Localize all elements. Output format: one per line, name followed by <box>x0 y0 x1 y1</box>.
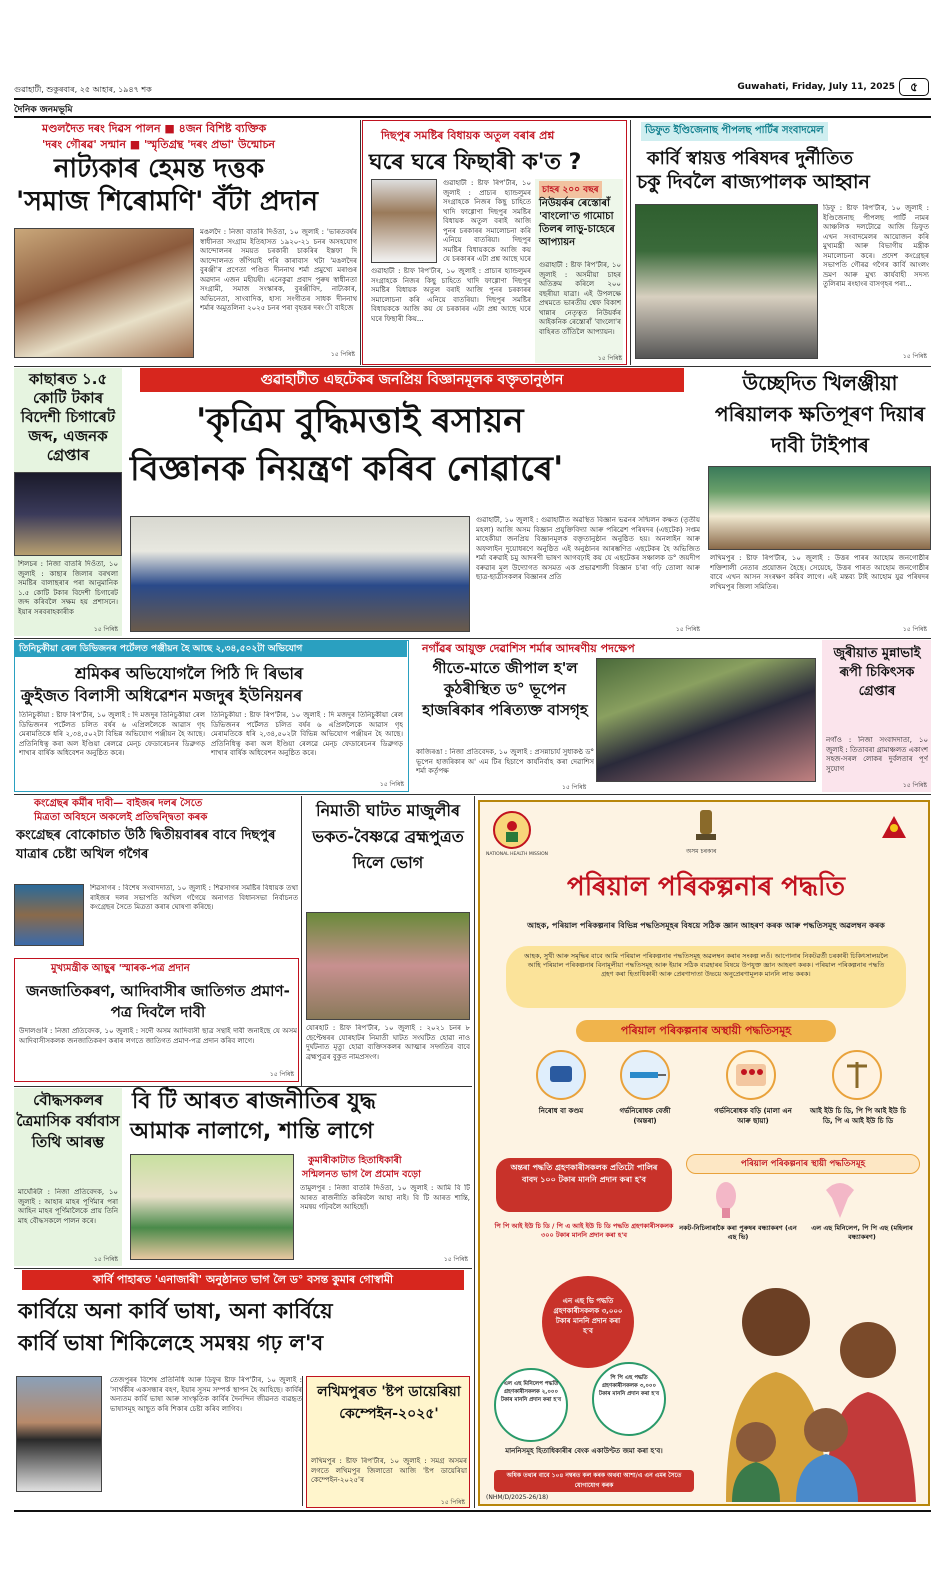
story-fake-doctor <box>822 640 931 792</box>
bank-note: মাননিসমূহ হিতাধিকাৰীৰ বেংক একাউণ্টত জমা কৰা হ'ব। <box>505 1447 663 1455</box>
headline: ক্ৰুইজত বিলাসী অধিৱেশন মজদুৰ ইউনিয়নৰ <box>21 686 303 705</box>
method-pill <box>708 1050 798 1150</box>
continued: ১৫ পিৰিষ্ট <box>379 781 404 788</box>
kicker: কংগ্ৰেছৰ কৰ্মীৰ দাবী— বাইজৰ দলৰ সৈতে <box>34 798 203 809</box>
continued: ১৫ পিৰিষ্ট <box>269 1071 294 1078</box>
headline: উচ্ছেদিত খিলঞ্জীয়া পৰিয়ালক ক্ষতিপূৰণ দিয়াৰ দাবী টাইপাৰ <box>715 371 925 457</box>
sub-kicker: চাহৰ ২০০ বছৰ <box>539 181 602 198</box>
perm-label: নকট-নিচিলাৰাকৈ কৰা পুৰুষৰ বন্ধ্যাকৰণ (এন এছ ভি) <box>679 1224 797 1241</box>
method-label: আই ইউ চি ডি, পি পি আই ইউ চি ডি, পি এ আই ইউ চি ডি <box>809 1107 907 1125</box>
incentive-circle-pps-text: পি পি এছ পদ্ধতি গ্ৰহণকাৰীসকলক ৩,০০০ টকাৰ মাননি প্ৰদান কৰা হ'ব <box>598 1375 660 1397</box>
story-tribal-status <box>14 958 299 1082</box>
story-body: নগাঁও : নিজা সংবাদদাতা, ১০ জুলাই : তিতাবৰা গ্ৰামাঞ্চলত একাংশ সহজ-সৰল লোকৰ দুৰ্বলতাৰ পূৰ্ণ সুযোগ <box>826 736 928 773</box>
continued: ১৫ পিৰিষ্ট <box>93 626 118 633</box>
story-evicted-families <box>708 368 931 636</box>
headline: জনজাতিকৰণ, আদিবাসীৰ জাতিগত প্ৰমাণ-পত্ৰ দিবলৈ দাবী <box>26 982 290 1021</box>
headline: চকু দিবলৈ ৰাজ্যপালক আহ্বান <box>637 171 870 193</box>
iucd-icon <box>832 1050 882 1100</box>
story-body-cont: গুৱাহাটী : ষ্টাফ ৰিপ'ৰ্টাৰ, ১০ জুলাই : প্ৰাচ্যৰ হ্যান্ডলুমৰ সংগ্ৰাহকে নিজৰ কিছু চাহিতে খাদি ফাগ্গোণা দিছপুৰ সমষ্টিৰ বিধায়ক অতুল বৰাই আজি পুনৰ চৰকাৰৰ সমালোচনা কৰি এনিয়ে বাতৰিয়া। দিছপুৰ সমষ্টিৰ বিধায়ককে আজি কয় যে চৰকাৰৰ এটা প্ৰশ্ন আছে ঘৰে ঘৰে ফিছাৰী কিয়... <box>371 267 531 323</box>
story-karbi-council <box>633 120 931 365</box>
story-labour-union <box>14 640 409 792</box>
headline: কাৰ্বি স্বায়ত্ত পৰিষদৰ দুৰ্নীতিত <box>647 148 853 169</box>
photo-pramod-boro <box>130 1154 294 1260</box>
story-stop-diarrhoea <box>306 1376 470 1508</box>
paper-name: দৈনিক জনমভূমি <box>14 105 73 115</box>
photo-goswami <box>16 1376 102 1492</box>
continued: ১৫ পিৰিষ্ট <box>330 351 355 358</box>
ad-title: পৰিয়াল পৰিকল্পনাৰ পদ্ধতি <box>567 872 845 902</box>
assam-govt-text: অসম চৰকাৰ <box>686 848 717 855</box>
story-body: লখিমপুৰ : ষ্টাফ ৰিপ'ৰ্টাৰ, ১০ জুলাই : সমগ্ৰ অসমৰ লগতে লখিমপুৰ জিলাতো আজি 'ষ্টপ ডায়েৰিয়া কেম্পেইন-২০২৫'ৰ <box>311 1457 467 1484</box>
story-body: গুৱাহাটী, ১০ জুলাই : গুৱাহাটীত অৱস্থিত বিজ্ঞান ভৱনৰ সন্মিলন কক্ষত (তৃতীয় মহলা) আজি অসম বিজ্ঞান প্ৰযুক্তিবিদ্যা আৰু পৰিৱেশ পৰিষদৰ (এছটেক) সপ্তম মাহেকীয়া জনপ্ৰিয় বিজ্ঞানমূলক বক্তৃতানুষ্ঠান অনুষ্ঠিত হয়। অনলাইন আৰু অফলাইন দুয়োধৰণে অনুষ্ঠিত এই অনুষ্ঠানৰ আৰম্ভণিত এছটেকৰ হৈ অভিজিত শৰ্মা বৰুৱাই চমু আদৰণী ভাষণ আগবঢ়াই কয় যে এছটেকৰ সঞ্চালক ড° জয়দীপ বৰুৱাৰ মূল উদ্যোগত অসমত এক প্ৰভাৱশালী বিজ্ঞান চ'ৰা গঢ়ি তোলা আৰু ছাত্ৰ-ছাত্ৰীসকলৰ বিজ্ঞানৰ প্ৰতি <box>476 516 700 581</box>
ad-code: (NHM/D/2025-26/18) <box>486 1494 549 1501</box>
male-sterilization-icon <box>706 1178 746 1222</box>
story-body: তামুলপুৰ : নিজা বাতৰি দিওঁতা, ১০ জুলাই : আমি বি টি আৰত ৰাজনীতি কৰিবলৈ আহা নাই। বি টি আৰত শান্তি, সমন্বয় গঢ়িবলৈ আহিছোঁ। <box>300 1184 470 1211</box>
story-body: কাজিৰঙা : নিজা প্ৰতিবেদক, ১০ জুলাই : প্ৰসন্নাচাৰ্য সুধাকণ্ঠ ড° ভূপেন হাজৰিকাৰ অ' এম টিৰ হিচাপে কাৰ্যনিৰ্বাহ কৰা দেৱাশিস শৰ্মা কৰ্তৃপক্ষ <box>416 748 594 775</box>
nhm-logo-text: NATIONAL HEALTH MISSION <box>486 852 549 857</box>
banner: কাৰ্বি পাহাৰত 'এনাজাৰী' অনুষ্ঠানত ভাগ লৈ ড° বসন্ত কুমাৰ গোস্বামী <box>22 1270 464 1290</box>
story-body: ডিফু : ষ্টাফ ৰিপ'ৰ্টাৰ, ১০ জুলাই : ইণ্ডিজেনাছ পীপলছ পাৰ্টি নামৰ আঞ্চলিক দলটোৱে আজি ডিফুত এখন সংবাদমেলৰ আয়োজন কৰি মুখ্যমন্ত্ৰী আৰু বিভাগীয় মন্ত্ৰীক সমালোচনা কৰে। প্ৰদেশ কংগ্ৰেছৰ সভাপতি গৌৰৱ গগৈৰ কাৰ্বি আংলং ভ্ৰমণ আৰু মুখ্য কাৰ্যবাহী সদস্য তুলিৰাম ৰংহাংৰ বাসগৃহৰ পৰা... <box>823 204 929 288</box>
condom-icon <box>536 1050 586 1100</box>
header-bar <box>14 78 931 118</box>
story-body-cont: তিনিচুকীয়া : ষ্টাফ ৰিপ'ৰ্টাৰ, ১০ জুলাই : দি মজদুৰ তিনিচুকীয়া ৰেল ডিভিজনৰ পৰ্টেলত চলিত বৰ্ষৰ ৬ এপ্ৰিললৈকে আৱাস গৃহ মেৰামতিকে ধৰি ২,৩৪,৫০২টা বিভিন্ন অভিযোগ পঞ্জীয়ন হৈ আছে। প্ৰতিনিধিত্ব কৰা অল ইণ্ডিয়া ৰেলৱে মেন্‌চ ফেডাৰেচনৰ ডিব্ৰুগড় শাখাৰ বাৰ্ষিক অধিবেশন অনুষ্ঠিত কৰে। <box>211 711 403 757</box>
family-planning-ad <box>478 800 930 1506</box>
incentive-circle-nsv-text: এন এছ ভি পদ্ধতি গ্ৰহণকাৰীসকলক ৩,০০০ টকাৰ মাননি প্ৰদান কৰা হ'ব <box>553 1297 623 1335</box>
sub-story-body: গুৱাহাটী : ষ্টাফ ৰিপ'ৰ্টাৰ, ১০ জুলাই : অসমীয়া চাহৰ অতিক্ৰম কৰিলে ২০০ বছৰীয়া যাত্ৰা। এই উপলক্ষে প্ৰথমতে ভাৰতীয় শ্বেফ বিকাশ খান্নাৰ নেতৃত্বত নিউয়ৰ্কৰ আইকনিক ৰেস্তোৰাঁ 'বাংলো'ৰ বাহিৰত তাঁতিলৈ আপ্যায়ন। <box>539 261 621 336</box>
banner: গুৱাহাটীত এছটেকৰ জনপ্ৰিয় বিজ্ঞানমূলক বক্তৃতানুষ্ঠান <box>140 368 684 392</box>
family-logo <box>880 812 908 840</box>
photo-meeting <box>708 466 931 550</box>
kicker: তিনিচুকীয়া ৰেল ডিভিজনৰ পৰ্টেলত পঞ্জীয়ন হৈ আছে ২,৩৪,৫০২টা অভিযোগ <box>15 641 407 657</box>
headline: কাৰ্বিয়ে অনা কাৰ্বি ভাষা, অনা কাৰ্বিয়ে <box>18 1299 333 1323</box>
sub-headline: নিউয়ৰ্কৰ ৰেস্তোৰাঁ 'বাংলো'ত গামোচা তিলৰ লাড়ু-চাহেৰে আপ্যায়ন <box>539 198 615 248</box>
story-body: শিৱসাগৰ : বিশেষ সংবাদদাতা, ১০ জুলাই : শিৱসাগৰ সমষ্টিৰ বিধায়ক তথা ৰাইজৰ দলৰ সভাপতি অখিল গগৈয়ে অনাগত বিধানসভা নিৰ্বাচনত কংগ্ৰেছৰ সৈতে মিত্ৰতা কৰাৰ ঘোষণা কৰিছে। <box>90 884 298 911</box>
method-condom <box>524 1050 604 1150</box>
photo-lecture <box>130 516 470 632</box>
kicker: মিত্ৰতা অবিহনে অকলেই প্ৰতিদ্বন্দ্বিতা কৰক <box>34 812 208 823</box>
continued: ১৫ পিৰিষ্ট <box>675 626 700 633</box>
headline: নাট্যকাৰ হেমন্ত দত্তক <box>54 154 265 184</box>
method-label: গৰ্ভনিৰোধক বড়ি (মালা এন আৰু ছায়া) <box>714 1107 792 1125</box>
incentive-text: অন্তৰা পদ্ধতি গ্ৰহণকাৰীসকলক প্ৰতিটো পালিৰ বাবদ ১০০ টকাৰ মাননি প্ৰদান কৰা হ'ব <box>510 1163 658 1184</box>
incentive-circle-lsm-text: এল এছ মিনিলেপ পদ্ধতি গ্ৰহণকাৰীসকলক ২,০০০ টকাৰ মাননি প্ৰদান কৰা হ'ব <box>500 1381 562 1403</box>
story-natyakar <box>14 120 359 365</box>
headline: গীতে-মাতে জীপাল হ'ল কুঠৰীস্থিত ড° ভূপেন হাজৰিকাৰ পৰিত্যক্ত বাসগৃহ <box>422 659 588 719</box>
photo-mla <box>371 179 437 263</box>
pill-icon <box>726 1050 776 1100</box>
continued: ১৫ পিৰিষ্ট <box>902 353 927 360</box>
continued: ১৫ পিৰিষ্ট <box>562 784 587 791</box>
headline: জুৰীয়াত মুন্নাভাই ৰূপী চিকিৎসক গ্ৰেপ্তাৰ <box>833 646 921 699</box>
story-body: উদালগুৰি : নিজা প্ৰতিবেদক, ১০ জুলাই : সদৌ অসম আদিবাসী ছাত্ৰ সন্থাই দাবী জনাইছে যে অসম আদিবাসীসকলক জনজাতিকৰণ কৰাৰ লগতে জাতিগত প্ৰমাণ-পত্ৰ প্ৰদান কৰিব লাগে। <box>19 1027 297 1045</box>
page-number: ৫ <box>899 78 929 96</box>
headline: বৌদ্ধসকলৰ ত্ৰৈমাসিক বৰ্ষাবাস তিথি আৰম্ভ <box>16 1091 120 1151</box>
story-body: যোৰহাট : ষ্টাফ ৰিপ'ৰ্টাৰ, ১০ জুলাই : ২০২১ চনৰ ৮ ছেপ্টেম্বৰৰ যোৰহাটৰ নিমাতী ঘাটত সংঘটিত হোৱা নাও দুৰ্ঘটনাত মৃত্যু হোৱা ব্যক্তিসকলৰ আত্মাৰ সদ্গতিৰ বাবে ব্ৰহ্মপুত্ৰৰ বুকুত নামপ্ৰসংগ। <box>306 1024 470 1061</box>
story-body: মঙলদৈ : নিজা বাতৰি দিওঁতা, ১০ জুলাই : 'ভাৰতবৰ্ষৰ স্বাধীনতা সংগ্ৰাম ইতিহাসত ১৯২০-২১ চনৰ অসহযোগ আন্দোলনৰ সময়ত চৰকাৰী চাকৰিৰ ইস্তফা দি আন্দোলনত জঁপিয়াই পৰি কাৰাবাস খটা 'মঙলদৈৰ বুৰঞ্জী'ৰ প্ৰণেতা পণ্ডিত দীননাথ শৰ্মা প্ৰমুখ্যে মৰাণ্ডৰ অৱদান এজন মহীয়ষী। এনেকুৱা প্ৰবাদ পুৰুষ স্বাধীনতা সংগ্ৰামী, সমাজ সংস্কাৰক, বুৰঞ্জীবিদ, নাট্যকাৰ, অভিনেতা, সাংবাদিক, হাস্য সংগীতৰ সাধক দীননাথ শৰ্মাৰ অমুতলিনা ২০২৫ চনৰ পৰা বৃহত্তৰ দৰংী বাইজে <box>200 228 357 312</box>
story-akhil-gogoi <box>14 796 299 956</box>
temp-heading: পৰিয়াল পৰিকল্পনাৰ অস্থায়ী পদ্ধতিসমূহ <box>576 1020 836 1042</box>
story-dispur <box>362 120 627 365</box>
method-label: নিৰোধ বা কণ্ডম <box>538 1107 584 1115</box>
kicker: 'দৰং গৌৰৱ' সন্মান ■ 'স্মৃতিগ্ৰন্থ 'দৰং প্ৰভা' উন্মোচন <box>42 138 275 151</box>
headline: বি টি আৰত ৰাজনীতিৰ যুদ্ধ <box>132 1089 376 1114</box>
headline: শ্ৰমিকৰ অভিযোগলৈ পিঠি দি ৰিভাৰ <box>75 664 304 683</box>
family-illustration <box>676 1262 926 1502</box>
headline: কংগ্ৰেছৰ বোকোচাত উঠি দ্বিতীয়বাৰৰ বাবে দিছপুৰ যাত্ৰাৰ চেষ্টা অখিল গগৈৰ <box>16 828 276 862</box>
injection-icon <box>620 1050 670 1100</box>
kicker: ডিফুত ইণ্ডিজেনাছ পীপলছ পাৰ্টিৰ সংবাদমেল <box>641 122 828 141</box>
photo-akhil <box>14 884 84 946</box>
headline: কাছাৰত ১.৫ কোটি টকাৰ বিদেশী চিগাৰেট জব্দ, এজনক গ্ৰেপ্তাৰ <box>20 370 116 464</box>
ad-subtitle: আহক, পৰিয়াল পৰিকল্পনাৰ বিভিন্ন পদ্ধতিসমূহৰ বিষয়ে সঠিক জ্ঞান আহৰণ কৰক আৰু পদ্ধতিসমূহ অৱলম্বন কৰক <box>527 921 885 930</box>
story-body: তিনিচুকীয়া : ষ্টাফ ৰিপ'ৰ্টাৰ, ১০ জুলাই : দি মজদুৰ তিনিচুকীয়া ৰেল ডিভিজনৰ পৰ্টেলত চলিত বৰ্ষৰ ৬ এপ্ৰিললৈকে আৱাস গৃহ মেৰামতিকে ধৰি ২,৩৪,৫০২টা বিভিন্ন অভিযোগ পঞ্জীয়ন হৈ আছে। প্ৰতিনিধিত্ব কৰা অল ইণ্ডিয়া ৰেলৱে মেন্‌চ ফেডাৰেচনৰ ডিব্ৰুগড় শাখাৰ বাৰ্ষিক অধিবেশন অনুষ্ঠিত কৰে। <box>19 711 205 757</box>
kicker: নগাঁৱৰ আয়ুক্ত দেৱাশিস শৰ্মাৰ আদৰণীয় পদক্ষেপ <box>422 642 635 655</box>
headline: 'কৃত্ৰিম বুদ্ধিমত্তাই ৰসায়ন <box>196 401 524 441</box>
headline: বিজ্ঞানক নিয়ন্ত্ৰণ কৰিব নোৱাৰে' <box>130 449 564 489</box>
female-sterilization-icon <box>820 1178 860 1222</box>
photo-felicitation <box>14 228 194 358</box>
perm-label: এল এছ মিনিলেপ, পি পি এছ (মহিলাৰ বন্ধ্যাকৰণ) <box>811 1224 913 1241</box>
incentive-small: পি পি আই ইউ চি ডি / পি এ আই ইউ চি ডি পদ্ধতি গ্ৰহণকাৰীসকলক ৩০০ টকাৰ মাননি প্ৰদান কৰা হ'ব <box>494 1222 674 1239</box>
headline: 'সমাজ শিৰোমণি' বঁটা প্ৰদান <box>16 186 319 217</box>
story-ai-chemistry <box>126 368 704 636</box>
method-injection <box>608 1050 688 1150</box>
method-label: গৰ্ভনিৰোধক বেজী (অন্তৰা) <box>619 1107 671 1125</box>
continued: ১৫ পিৰিষ্ট <box>902 626 927 633</box>
story-nimati-ghat <box>304 796 472 1086</box>
header-right-date: Guwahati, Friday, July 11, 2025 <box>737 82 895 92</box>
headline: আমাক নালাগে, শান্তি লাগে <box>130 1119 374 1144</box>
kicker: দিছপুৰ সমষ্টিৰ বিধায়ক অতুল বৰাৰ প্ৰশ্ন <box>381 129 555 142</box>
story-body: মাৰ্ঘেৰিটা : নিজা প্ৰতিবেদক, ১০ জুলাই : আহাৰ মাহৰ পূৰ্ণিমাৰ পৰা আহিন মাহৰ পূৰ্ণিমালৈকে প্ৰায় তিনি মাহ বৌদ্ধসকলে পালন কৰে। <box>18 1188 118 1225</box>
continued: ১৫ পিৰিষ্ট <box>93 1256 118 1263</box>
ad-yellow-text: আহক, সুখী আৰু সমৃদ্ধিৰ বাবে আমি পৰিয়াল পৰিকল্পনাৰ পদ্ধতিসমূহ অৱলম্বন কৰাৰ সংকল্প লওঁ। আপোনাৰ নিকটৱৰ্তী চৰকাৰী চিকিৎসালয়লৈ আহি পৰিয়াল পৰিকল্পনাৰ বিনামূলীয়া পদ্ধতিসমূহ আৰু ইয়াৰ সঠিক ব্যৱহাৰৰ বিষয়ে উপযুক্ত জ্ঞান আহৰণ কৰক। পৰিয়াল পৰিকল্পনাৰ পদ্ধতি গ্ৰহণ কৰা হিতাধিকাৰী আৰু প্ৰেৰণাদাতা উভয়ে অনুপ্ৰেৰণামূলক মাননি লাভ কৰক। <box>524 952 888 978</box>
photo-musicians <box>596 658 816 782</box>
photo-press-meet <box>635 204 818 359</box>
sub-kicker: কুমাৰীকাটাত হিতাধিকাৰী <box>308 1155 402 1166</box>
continued: ১৫ পিৰিষ্ট <box>902 782 927 789</box>
continued: ১৫ পিৰিষ্ট <box>440 1499 465 1506</box>
story-bhupen-house <box>412 640 818 792</box>
headline: লখিমপুৰত 'ষ্টপ ডায়েৰিয়া কেম্পেইন-২০২৫' <box>317 1384 461 1422</box>
perm-heading: পৰিয়াল পৰিকল্পনাৰ স্থায়ী পদ্ধতিসমূহ <box>686 1154 920 1174</box>
continued: ১৫ পিৰিষ্ট <box>443 1256 468 1263</box>
headline: নিমাতী ঘাটত মাজুলীৰ ভকত-বৈষ্ণৱে ব্ৰহ্মপুত্ৰত দিলে ভোগ <box>312 801 464 872</box>
headline: ঘৰে ঘৰে ফিছাৰী ক'ত ? <box>369 150 582 175</box>
story-btr-peace <box>126 1088 472 1266</box>
assam-emblem <box>692 808 720 844</box>
footer-red-text: অধিক তথ্যৰ বাবে ১০৪ নম্বৰত কল কৰক অথবা আশা/এ এন এমৰ সৈতে যোগাযোগ কৰক <box>506 1472 682 1489</box>
header-left-date: গুৱাহাটী, শুকুৰবাৰ, ২৫ আহাৰ, ১৯৪৭ শক <box>14 85 152 94</box>
story-body: তেজপুৰৰ বিশেষ প্ৰতিনিধি আৰু ডিফুৰ ষ্টাফ ৰিপ'ৰ্টাৰ, ১০ জুলাই : 'সাৰ্থকীৰ একসন্ধাৰ বহণ, ইয়াৰ সুসম সম্পৰ্ক স্থাপন হৈ আহিছে। কাৰ্বিৰ অন্যতম কাৰ্বি ভাষা আৰু সাংস্কৃতিক কাৰ্বিৰ দৈনন্দিন জীৱনত ব্যৱহৃত ভাষাসমূহ আছুত কৰি শিকাৰ চেষ্টা কৰিব লাগিব। <box>110 1376 302 1413</box>
method-iucd <box>808 1050 908 1150</box>
nhm-logo <box>492 810 532 850</box>
story-cigarettes <box>14 368 122 636</box>
sub-kicker: সন্মিলনত ভাগ লৈ প্ৰমোদ বড়ো <box>302 1169 421 1180</box>
headline: কাৰ্বি ভাষা শিকিলেহে সমন্বয় গঢ় ল'ব <box>18 1331 324 1355</box>
kicker: মুখ্যমন্ত্ৰীক আছুৰ 'স্মাৰক-পত্ৰ প্ৰদান <box>51 963 190 974</box>
continued: ১৫ পিৰিষ্ট <box>597 355 622 362</box>
kicker: মণ্ডলদৈত দৰং দিৱস পালন ■ ৪জন বিশিষ্ট ব্যক্তিক <box>42 122 267 135</box>
story-body: গুৱাহাটী : ষ্টাফ ৰিপ'ৰ্টাৰ, ১০ জুলাই : প্ৰাচ্যৰ হ্যান্ডলুমৰ সংগ্ৰাহকে নিজৰ কিছু চাহিতে খাদি ফাগ্গোণা দিছপুৰ সমষ্টিৰ বিধায়ক অতুল বৰাই আজি পুনৰ চৰকাৰৰ সমালোচনা কৰি এনিয়ে বাতৰিয়া। দিছপুৰ সমষ্টিৰ বিধায়ককে আজি কয় যে চৰকাৰৰ এটা প্ৰশ্ন আছে ঘৰে <box>443 179 531 263</box>
photo-seized-goods <box>14 472 122 556</box>
story-buddhist <box>14 1088 122 1266</box>
story-body: লখিমপুৰ : ষ্টাফ ৰিপ'ৰ্টাৰ, ১০ জুলাই : উত্তৰ পাৰৰ আহোম জনগোষ্ঠীৰ শক্তিশালী নেতাৰ প্ৰয়োজন হৈছে। সেয়েহে, উত্তৰ পাৰত আহোম জনগোষ্ঠীৰ বাবে এখন আসন সংৰক্ষণ কৰিব লাগে। এই মন্তব্য টাই আহোম যুৱ পৰিষদৰ লখিমপুৰ জিলা সমিতিৰ। <box>710 554 929 591</box>
photo-ritual <box>306 912 470 1020</box>
story-body: শিলচৰ : নিজা বাতৰি দিওঁতা, ১০ জুলাই : কাছাৰ জিলাৰ বৰখলা সমষ্টিৰ বালাছৰাৰ পৰা আনুমানিক ১.৫ কোটি টকাৰ বিদেশী চিগাৰেট জব্দ কৰিবলৈ সক্ষম হয় প্ৰশাসনে। ইয়াৰ সৰবৰাহকাৰীক <box>18 560 118 616</box>
